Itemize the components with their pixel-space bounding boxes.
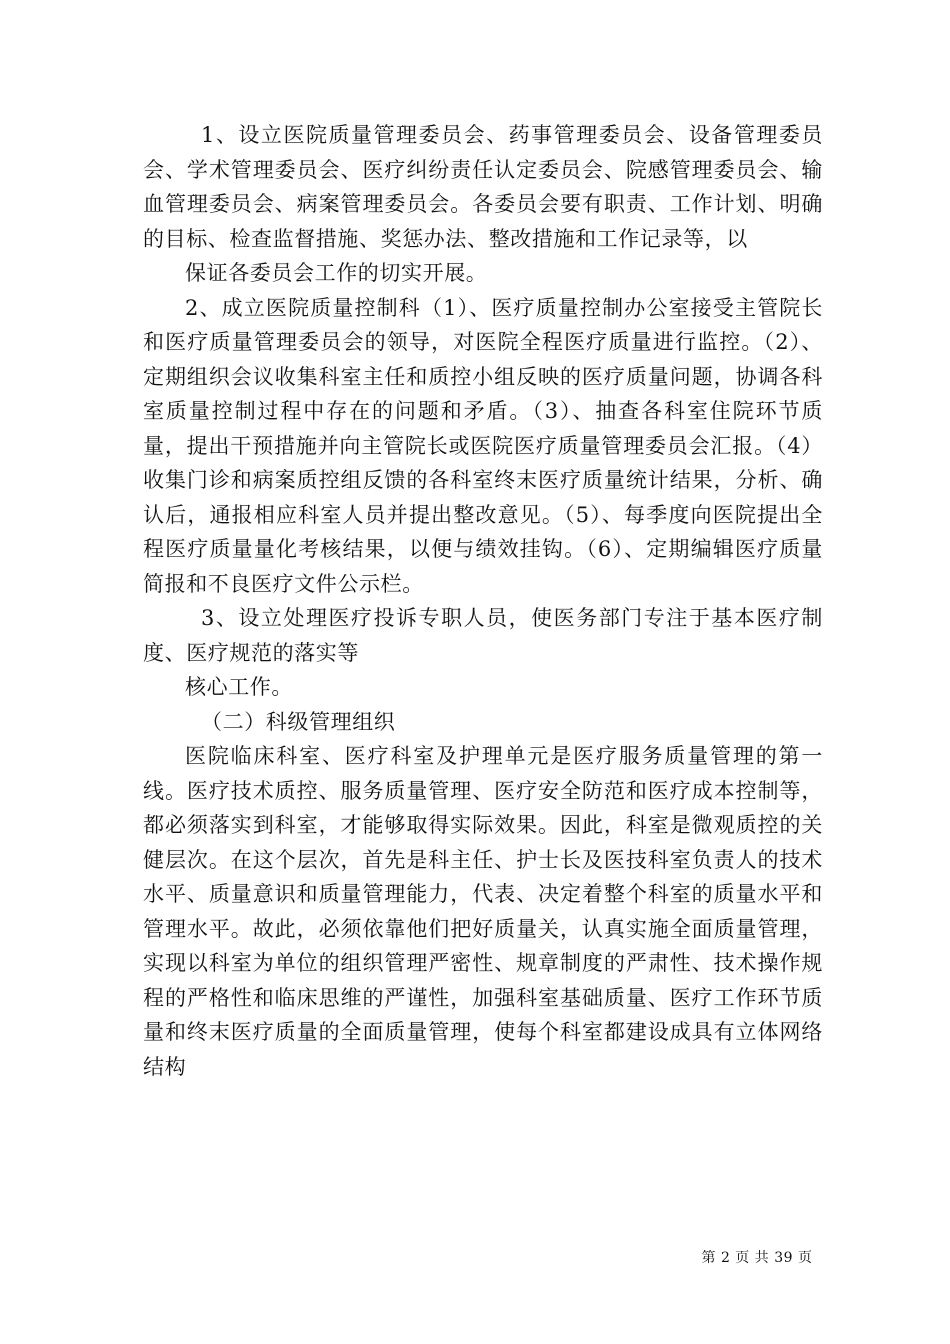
paragraph-committees-continued: 保证各委员会工作的切实开展。	[185, 261, 488, 285]
page-footer	[0, 1247, 950, 1267]
document-body	[143, 118, 823, 1084]
page-number: 第 2 页 共 39 页	[701, 1250, 813, 1266]
paragraph-complaint-staff: 3、设立处理医疗投诉专职人员，使医务部门专注于基本医疗制度、医疗规范的落实等	[143, 606, 823, 665]
paragraph-core-work: 核心工作。	[185, 675, 293, 699]
section-heading-department-level: （二）科级管理组织	[201, 709, 396, 734]
paragraph-committees: 1、设立医院质量管理委员会、药事管理委员会、设备管理委员会、学术管理委员会、医疗纠纷责任认定委员会、院感管理委员会、输血管理委员会、病案管理委员会。各委员会要有职责、工作计划、明确的目标、检查监督措施、奖惩办法、整改措施和工作记录等，以	[143, 123, 823, 251]
paragraph-quality-control-dept: 2、成立医院质量控制科（1）、医疗质量控制办公室接受主管院长和医疗质量管理委员会的领导，对医院全程医疗质量进行监控。（2）、定期组织会议收集科室主任和质控小组反映的医疗质量问题，协调各科室质量控制过程中存在的问题和矛盾。（3）、抽查各科室住院环节质量，提出干预措施并向主管院长或医院医疗质量管理委员会汇报。（4）收集门诊和病案质控组反馈的各科室终末医疗质量统计结果，分析、确认后，通报相应科室人员并提出整改意见。（5）、每季度向医院提出全程医疗质量量化考核结果，以便与绩效挂钩。（6）、定期编辑医疗质量简报和不良医疗文件公示栏。	[143, 295, 823, 596]
paragraph-department-level: 医院临床科室、医疗科室及护理单元是医疗服务质量管理的第一线。医疗技术质控、服务质量管理、医疗安全防范和医疗成本控制等，都必须落实到科室，才能够取得实际效果。因此，科室是微观质控的关健层次。在这个层次，首先是科主任、护士长及医技科室负责人的技术水平、质量意识和质量管理能力，代表、决定着整个科室的质量水平和管理水平。故此，必须依靠他们把好质量关，认真实施全面质量管理，实现以科室为单位的组织管理严密性、规章制度的严肃性、技术操作规程的严格性和临床思维的严谨性，加强科室基础质量、医疗工作环节质量和终末医疗质量的全面质量管理，使每个科室都建设成具有立体网络结构	[143, 744, 823, 1079]
